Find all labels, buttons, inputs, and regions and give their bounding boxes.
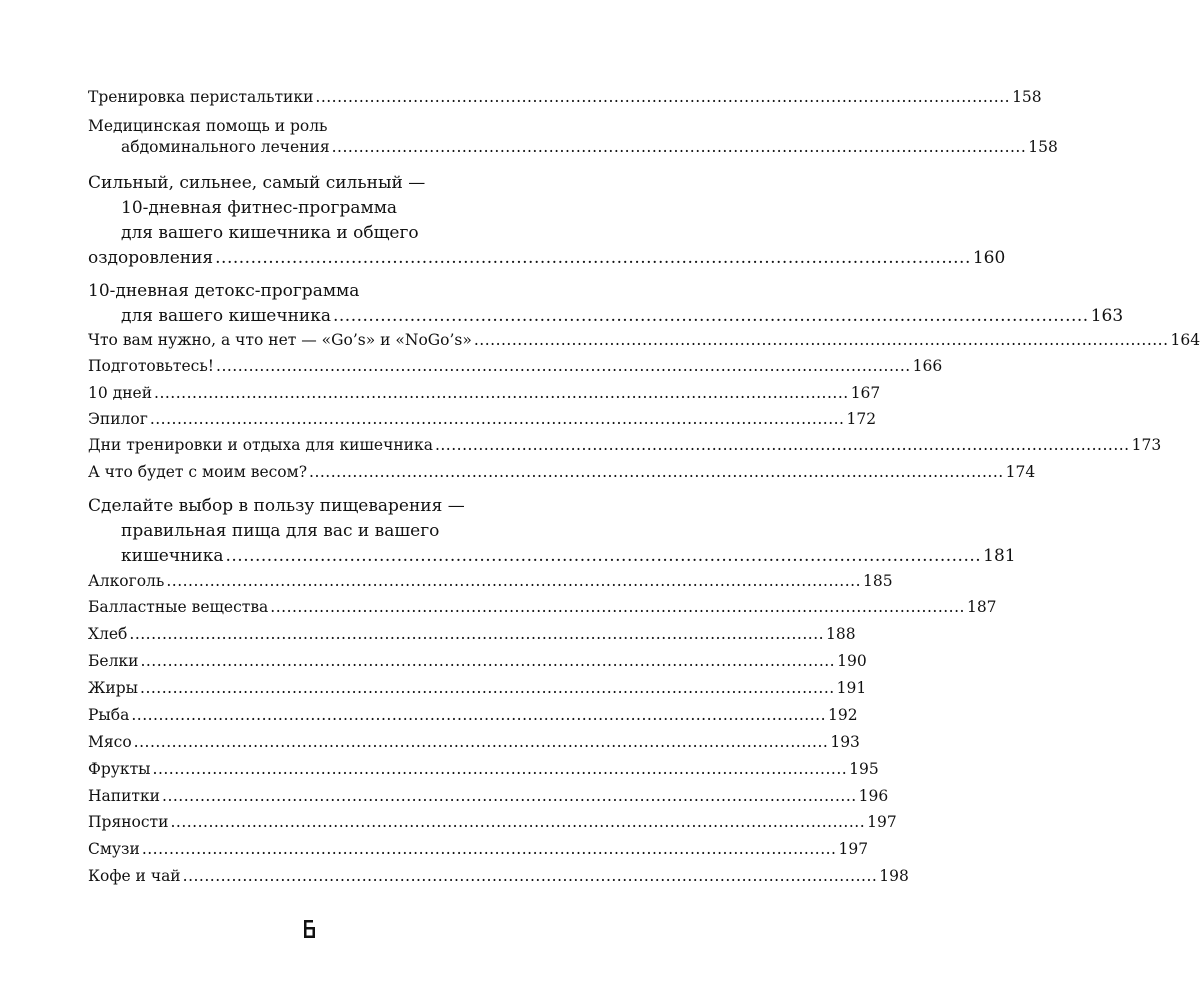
toc-leader-dots: ................................................................................................................................ [182, 867, 878, 885]
toc-entry-title: Хлеб [88, 625, 128, 643]
toc-page-number: 172 [846, 410, 877, 428]
toc-entry-title: Подготовьтесь! [88, 357, 215, 375]
toc-page-number: 191 [836, 679, 867, 697]
toc-leader-dots: ................................................................................................................................ [154, 384, 849, 402]
toc-entry-title: Смузи [88, 840, 140, 858]
toc-leader-dots: ................................................................................................................................ [149, 410, 845, 428]
toc-leader-dots: ................................................................................................................................ [131, 706, 826, 724]
toc-entry-title: Балластные вещества [88, 598, 269, 616]
toc-leader-dots: ................................................................................................................................ [162, 787, 857, 805]
toc-page-number: 192 [828, 706, 858, 724]
toc-leader-dots: ................................................................................................................................ [152, 760, 848, 778]
toc-entry-title: Белки [88, 652, 139, 670]
toc-entry-title: для вашего кишечника [121, 306, 331, 326]
toc-entry-title: Жиры [88, 679, 139, 697]
toc-leader-dots: ................................................................................................................................ [140, 652, 836, 670]
toc-leader-dots: ................................................................................................................................ [140, 679, 835, 697]
toc-entry-title: кишечника [121, 546, 224, 566]
toc-page-number: 160 [972, 248, 1006, 268]
toc-page-number: 190 [837, 652, 867, 670]
toc-entry-title: Рыба [88, 706, 130, 724]
toc-entry-title: Мясо [88, 733, 132, 751]
publisher-logo-icon [301, 918, 319, 940]
toc-page-number: 197 [838, 840, 869, 858]
toc-entry-title: 10-дневная фитнес-программа [121, 198, 398, 218]
toc-page-number: 187 [966, 598, 997, 616]
toc-leader-dots: ................................................................................................................................ [473, 331, 1169, 349]
toc-page-number: 166 [912, 357, 943, 375]
toc-entry-title: Эпилог [88, 410, 148, 428]
toc-entry-title: 10-дневная детокс-программа [88, 281, 360, 301]
toc-entry-title: правильная пища для вас и вашего [121, 521, 440, 541]
toc-page-number: 188 [826, 625, 856, 643]
toc-page-number: 181 [983, 546, 1016, 566]
toc-page-number: 158 [1012, 88, 1042, 106]
toc-entry-title: А что будет с моим весом? [88, 463, 308, 481]
toc-entry-title: для вашего кишечника и общего [121, 223, 419, 243]
toc-entry-title: Сделайте выбор в пользу пищеварения — [88, 496, 465, 516]
toc-leader-dots: ................................................................................................................................ [141, 840, 837, 858]
toc-entry-title: Фрукты [88, 760, 151, 778]
toc-page-number: 173 [1131, 436, 1162, 454]
toc-leader-dots: ................................................................................................................................ [315, 88, 1011, 106]
toc-entry-title: Кофе и чай [88, 867, 181, 885]
toc-leader-dots: ................................................................................................................................ [309, 463, 1004, 481]
toc-leader-dots: ................................................................................................................................ [133, 733, 829, 751]
toc-page-number: 164 [1170, 331, 1200, 349]
toc-page-number: 196 [858, 787, 889, 805]
toc-entry-title: Сильный, сильнее, самый сильный — [88, 173, 426, 193]
toc-page-number: 163 [1090, 306, 1124, 326]
toc-leader-dots: ................................................................................................................................ [216, 357, 911, 375]
toc-leader-dots: ................................................................................................................................ [331, 138, 1027, 156]
toc-leader-dots: ................................................................................................................................ [215, 248, 971, 268]
toc-entry-title: Алкоголь [88, 572, 165, 590]
toc-entry-title: Дни тренировки и отдыха для кишечника [88, 436, 433, 454]
toc-page-number: 158 [1028, 138, 1058, 156]
toc-page-number: 198 [879, 867, 909, 885]
toc-page-number: 195 [849, 760, 879, 778]
toc-leader-dots: ................................................................................................................................ [225, 546, 982, 566]
toc-leader-dots: ................................................................................................................................ [170, 813, 866, 831]
toc-entry-title: абдоминального лечения [121, 138, 330, 156]
toc-page-number: 193 [830, 733, 860, 751]
toc-leader-dots: ................................................................................................................................ [129, 625, 825, 643]
toc-entry-title: Что вам нужно, а что нет — «Go’s» и «NoGo’s» [88, 331, 472, 349]
toc-leader-dots: ................................................................................................................................ [434, 436, 1130, 454]
toc-page-number: 197 [867, 813, 897, 831]
toc-leader-dots: ................................................................................................................................ [270, 598, 965, 616]
toc-entry-title: Напитки [88, 787, 161, 805]
toc-page-number: 185 [863, 572, 893, 590]
toc-entry-title: Тренировка перистальтики [88, 88, 314, 106]
toc-page-number: 174 [1005, 463, 1036, 481]
toc-entry-title: оздоровления [88, 248, 214, 268]
toc-entry-title: Медицинская помощь и роль [88, 117, 328, 135]
toc-leader-dots: ................................................................................................................................ [333, 306, 1089, 326]
toc-page-number: 167 [850, 384, 881, 402]
toc-entry-title: 10 дней [88, 384, 153, 402]
toc-entry-title: Пряности [88, 813, 169, 831]
toc-leader-dots: ................................................................................................................................ [166, 572, 861, 590]
